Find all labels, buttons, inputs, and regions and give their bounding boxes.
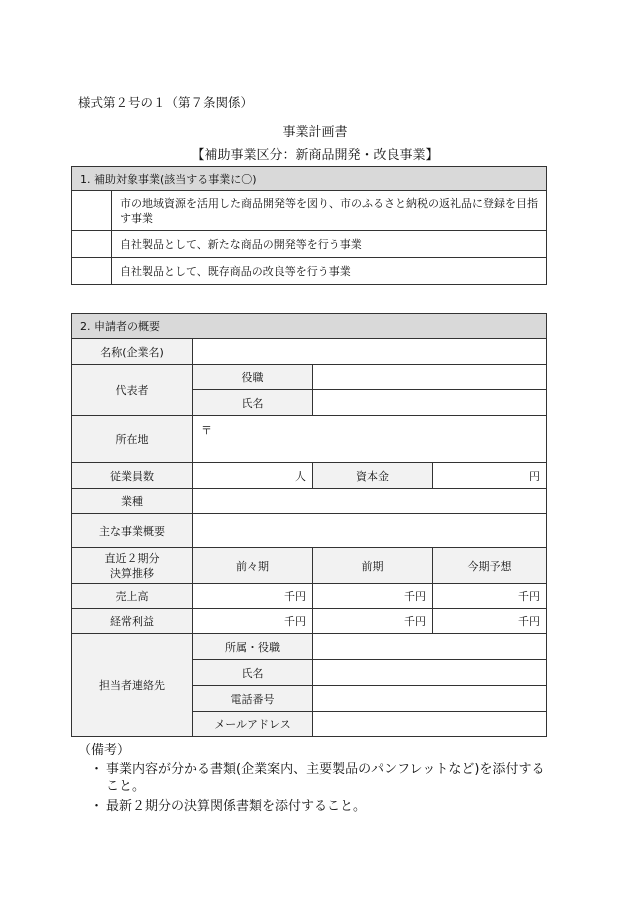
employees-label: 従業員数	[72, 463, 193, 489]
project-option-2: 自社製品として、新たな商品の開発等を行う事業	[112, 231, 547, 258]
dept-position-field[interactable]	[313, 634, 547, 660]
check-cell-1[interactable]	[72, 191, 112, 231]
period-prev-header: 前期	[313, 548, 433, 584]
name-label: 氏名	[193, 390, 313, 416]
profit-prev2-field[interactable]	[193, 609, 313, 634]
document-title: 事業計画書	[282, 125, 348, 140]
capital-field[interactable]	[433, 463, 547, 489]
section2-heading: 2. 申請者の概要	[72, 314, 547, 339]
form-number: 様式第２号の１（第７条関係）	[78, 95, 254, 110]
sales-label: 売上高	[72, 584, 193, 609]
applicant-overview-table	[71, 313, 547, 737]
sales-prev2-field[interactable]	[193, 584, 313, 609]
email-label: メールアドレス	[193, 712, 313, 737]
representative-label: 代表者	[72, 365, 193, 416]
employees-unit: 人	[295, 469, 306, 483]
period-prev2-header: 前々期	[193, 548, 313, 584]
project-option-3: 自社製品として、既存商品の改良等を行う事業	[112, 258, 547, 285]
industry-field[interactable]	[193, 489, 547, 514]
finance-label-line2: 決算推移	[110, 566, 154, 580]
postal-mark: 〒	[201, 424, 212, 437]
section1-heading: 1. 補助対象事業(該当する事業に〇)	[72, 167, 547, 191]
note-bullet: ・	[90, 762, 104, 777]
period-forecast-header: 今期予想	[433, 548, 547, 584]
contact-name-label: 氏名	[193, 660, 313, 686]
contact-label: 担当者連絡先	[72, 634, 193, 737]
contact-name-field[interactable]	[313, 660, 547, 686]
unit: 千円	[518, 590, 540, 603]
company-name-field[interactable]	[193, 339, 547, 365]
note-text-2: 最新２期分の決算関係書類を添付すること。	[106, 799, 367, 814]
note-text-1: 事業内容が分かる書類(企業案内、主要製品のパンフレットなど)を添付すること。	[106, 762, 545, 794]
capital-label: 資本金	[313, 463, 433, 489]
position-label: 役職	[193, 365, 313, 390]
check-cell-3[interactable]	[72, 258, 112, 285]
dept-position-label: 所属・役職	[193, 634, 313, 660]
unit: 千円	[284, 615, 306, 628]
business-summary-field[interactable]	[193, 514, 547, 548]
profit-forecast-field[interactable]	[433, 609, 547, 634]
employees-field[interactable]	[193, 463, 313, 489]
unit: 千円	[518, 615, 540, 628]
ordinary-profit-label: 経常利益	[72, 609, 193, 634]
check-cell-2[interactable]	[72, 231, 112, 258]
sales-forecast-field[interactable]	[433, 584, 547, 609]
unit: 千円	[284, 590, 306, 603]
finance-trend-label	[72, 548, 193, 584]
address-field[interactable]	[193, 416, 547, 463]
address-label: 所在地	[72, 416, 193, 463]
document-subtitle: 【補助事業区分：新商品開発・改良事業】	[191, 148, 439, 163]
notes-heading: （備考）	[78, 743, 131, 758]
eligible-project-table	[71, 166, 547, 285]
unit: 千円	[404, 615, 426, 628]
position-field[interactable]	[313, 365, 547, 390]
note-bullet: ・	[90, 799, 104, 814]
name-field[interactable]	[313, 390, 547, 416]
capital-unit: 円	[529, 469, 540, 483]
profit-prev-field[interactable]	[313, 609, 433, 634]
phone-label: 電話番号	[193, 686, 313, 712]
industry-label: 業種	[72, 489, 193, 514]
business-summary-label: 主な事業概要	[72, 514, 193, 548]
project-option-1: 市の地域資源を活用した商品開発等を図り、市のふるさと納税の返礼品に登録を目指す事業	[112, 191, 547, 231]
company-name-label: 名称(企業名)	[72, 339, 193, 365]
sales-prev-field[interactable]	[313, 584, 433, 609]
unit: 千円	[404, 590, 426, 603]
email-field[interactable]	[313, 712, 547, 737]
finance-label-line1: 直近２期分	[104, 551, 160, 565]
phone-field[interactable]	[313, 686, 547, 712]
